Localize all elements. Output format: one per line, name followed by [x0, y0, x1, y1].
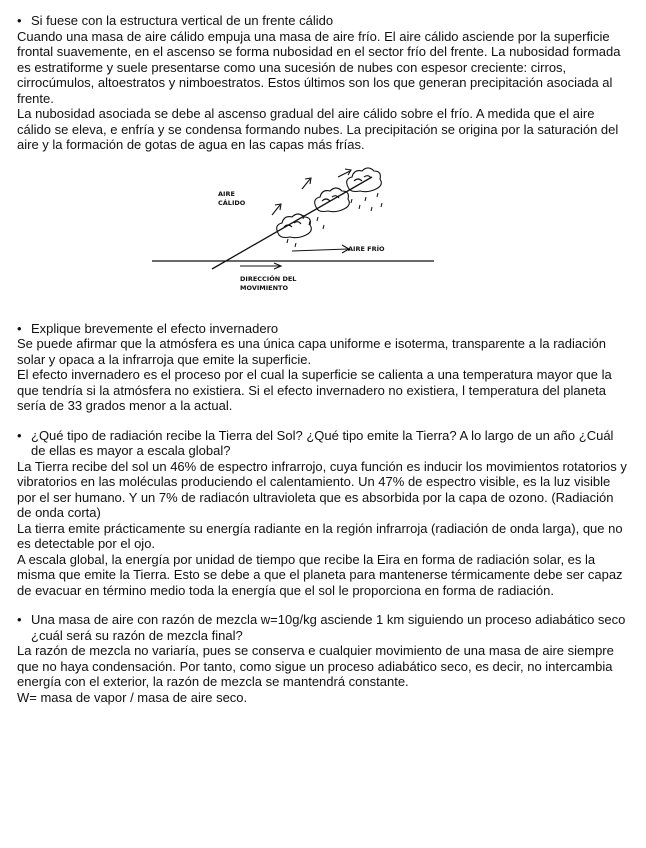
warm-front-sketch [152, 163, 442, 311]
answer-paragraph: La nubosidad asociada se debe al ascenso gradual del aire cálido sobre el frío. A medida que el aire cálido se eleva, e enfría y se condensa formando nubes. La precipitación se origina por la saturación del aire y la formación de gotas de agua en las capas más frías. [17, 106, 619, 152]
rising-arrow [272, 205, 280, 215]
answer-paragraph: La razón de mezcla no variaría, pues se conserva e cualquier movimiento de una masa de aire siempre que no haya condensación. Por tanto, como sigue un proceso adiabático seco, es decir, no intercambia energía con el exterior, la razón de mezcla se mantendrá constante. [17, 643, 614, 689]
rain-icon [287, 193, 382, 247]
question-text: Una masa de aire con razón de mezcla w=10g/kg asciende 1 km siguiendo un proceso adiabático seco ¿cuál será su razón de mezcla final? [31, 612, 626, 643]
bullet-icon: • [17, 13, 22, 28]
bullet-icon: • [17, 612, 22, 627]
question-radiation [17, 428, 629, 459]
answer-paragraph: Cuando una masa de aire cálido empuja una masa de aire frío. El aire cálido asciende por la superficie frontal suavemente, en el ascenso se forma nubosidad en el sector frío del frente. La nubosidad formada es estratiforme y suele presentarse como una sucesión de nubes con espesor creciente: cirros, cirrocúmulos, altoestratos y nimboestratos. Estos últimos son los que generan precipitación asociada al frente. [17, 28, 621, 106]
answer-paragraph: El efecto invernadero es el proceso por el cual la superficie se calienta a una temperatura mayor que la que tendría si la atmósfera no existiera. Si el efecto invernadero no existiera, l temperatura del planeta sería de 33 grados menor a la actual. [17, 367, 612, 413]
cloud-icon [277, 214, 312, 238]
answer-paragraph: La Tierra recibe del sol un 46% de espectro infrarrojo, cuya función es inducir los movimientos rotatorios y vibratorios en las moléculas produciendo el calentamiento. Un 47% de espectro visible, es la luz visible por el ser humano. Y un 7% de radiacón ultravioleta que es absorbida por la capa de ozono. (Radiación de onda corta) [17, 458, 627, 520]
bullet-icon: • [17, 320, 22, 336]
answer-paragraph: Se puede afirmar que la atmósfera es una única capa uniforme e isoterma, transparente a la radiación solar y opaca a la infrarroja que emite la superficie. [17, 336, 606, 367]
answer-paragraph: La tierra emite prácticamente su energía radiante en la región infrarroja (radiación de onda larga), que no es detectable por el ojo. [17, 520, 623, 551]
question-text: ¿Qué tipo de radiación recibe la Tierra del Sol? ¿Qué tipo emite la Tierra? A lo largo de un año ¿Cuál de ellas es mayor a escala global? [31, 427, 614, 458]
answer-paragraph: A escala global, la energía por unidad de tiempo que recibe la Eira en forma de radiación solar, es la misma que emite la Tierra. Esto se debe a que el planeta para mantenerse térmicamente debe ser capaz de evacuar en término medio toda la energía que el sol le proporciona en forma de radiación. [17, 551, 623, 598]
question-greenhouse [17, 321, 629, 337]
question-text: Si fuese con la estructura vertical de un frente cálido [31, 13, 334, 28]
movement-direction-label: MOVIMIENTO [240, 283, 288, 292]
question-warm-front [17, 13, 629, 29]
rising-arrow [302, 179, 310, 189]
warm-air-label: AIRE [218, 189, 235, 198]
question-text: Explique brevemente el efecto invernadero [31, 320, 279, 336]
section-gap [17, 414, 629, 428]
warm-air-label: CÁLIDO [218, 198, 246, 207]
bullet-icon: • [17, 427, 22, 443]
cold-air-arrow [292, 249, 348, 251]
question-mixing-ratio [17, 612, 629, 643]
cold-air-label: AIRE FRÍO [348, 244, 385, 253]
warm-front-diagram [17, 163, 629, 311]
frontal-surface-line [212, 177, 372, 269]
movement-direction-label: DIRECCIÓN DEL [240, 274, 297, 283]
document-page [17, 13, 629, 705]
section-gap [17, 598, 629, 612]
answer-paragraph: W= masa de vapor / masa de aire seco. [17, 689, 248, 705]
